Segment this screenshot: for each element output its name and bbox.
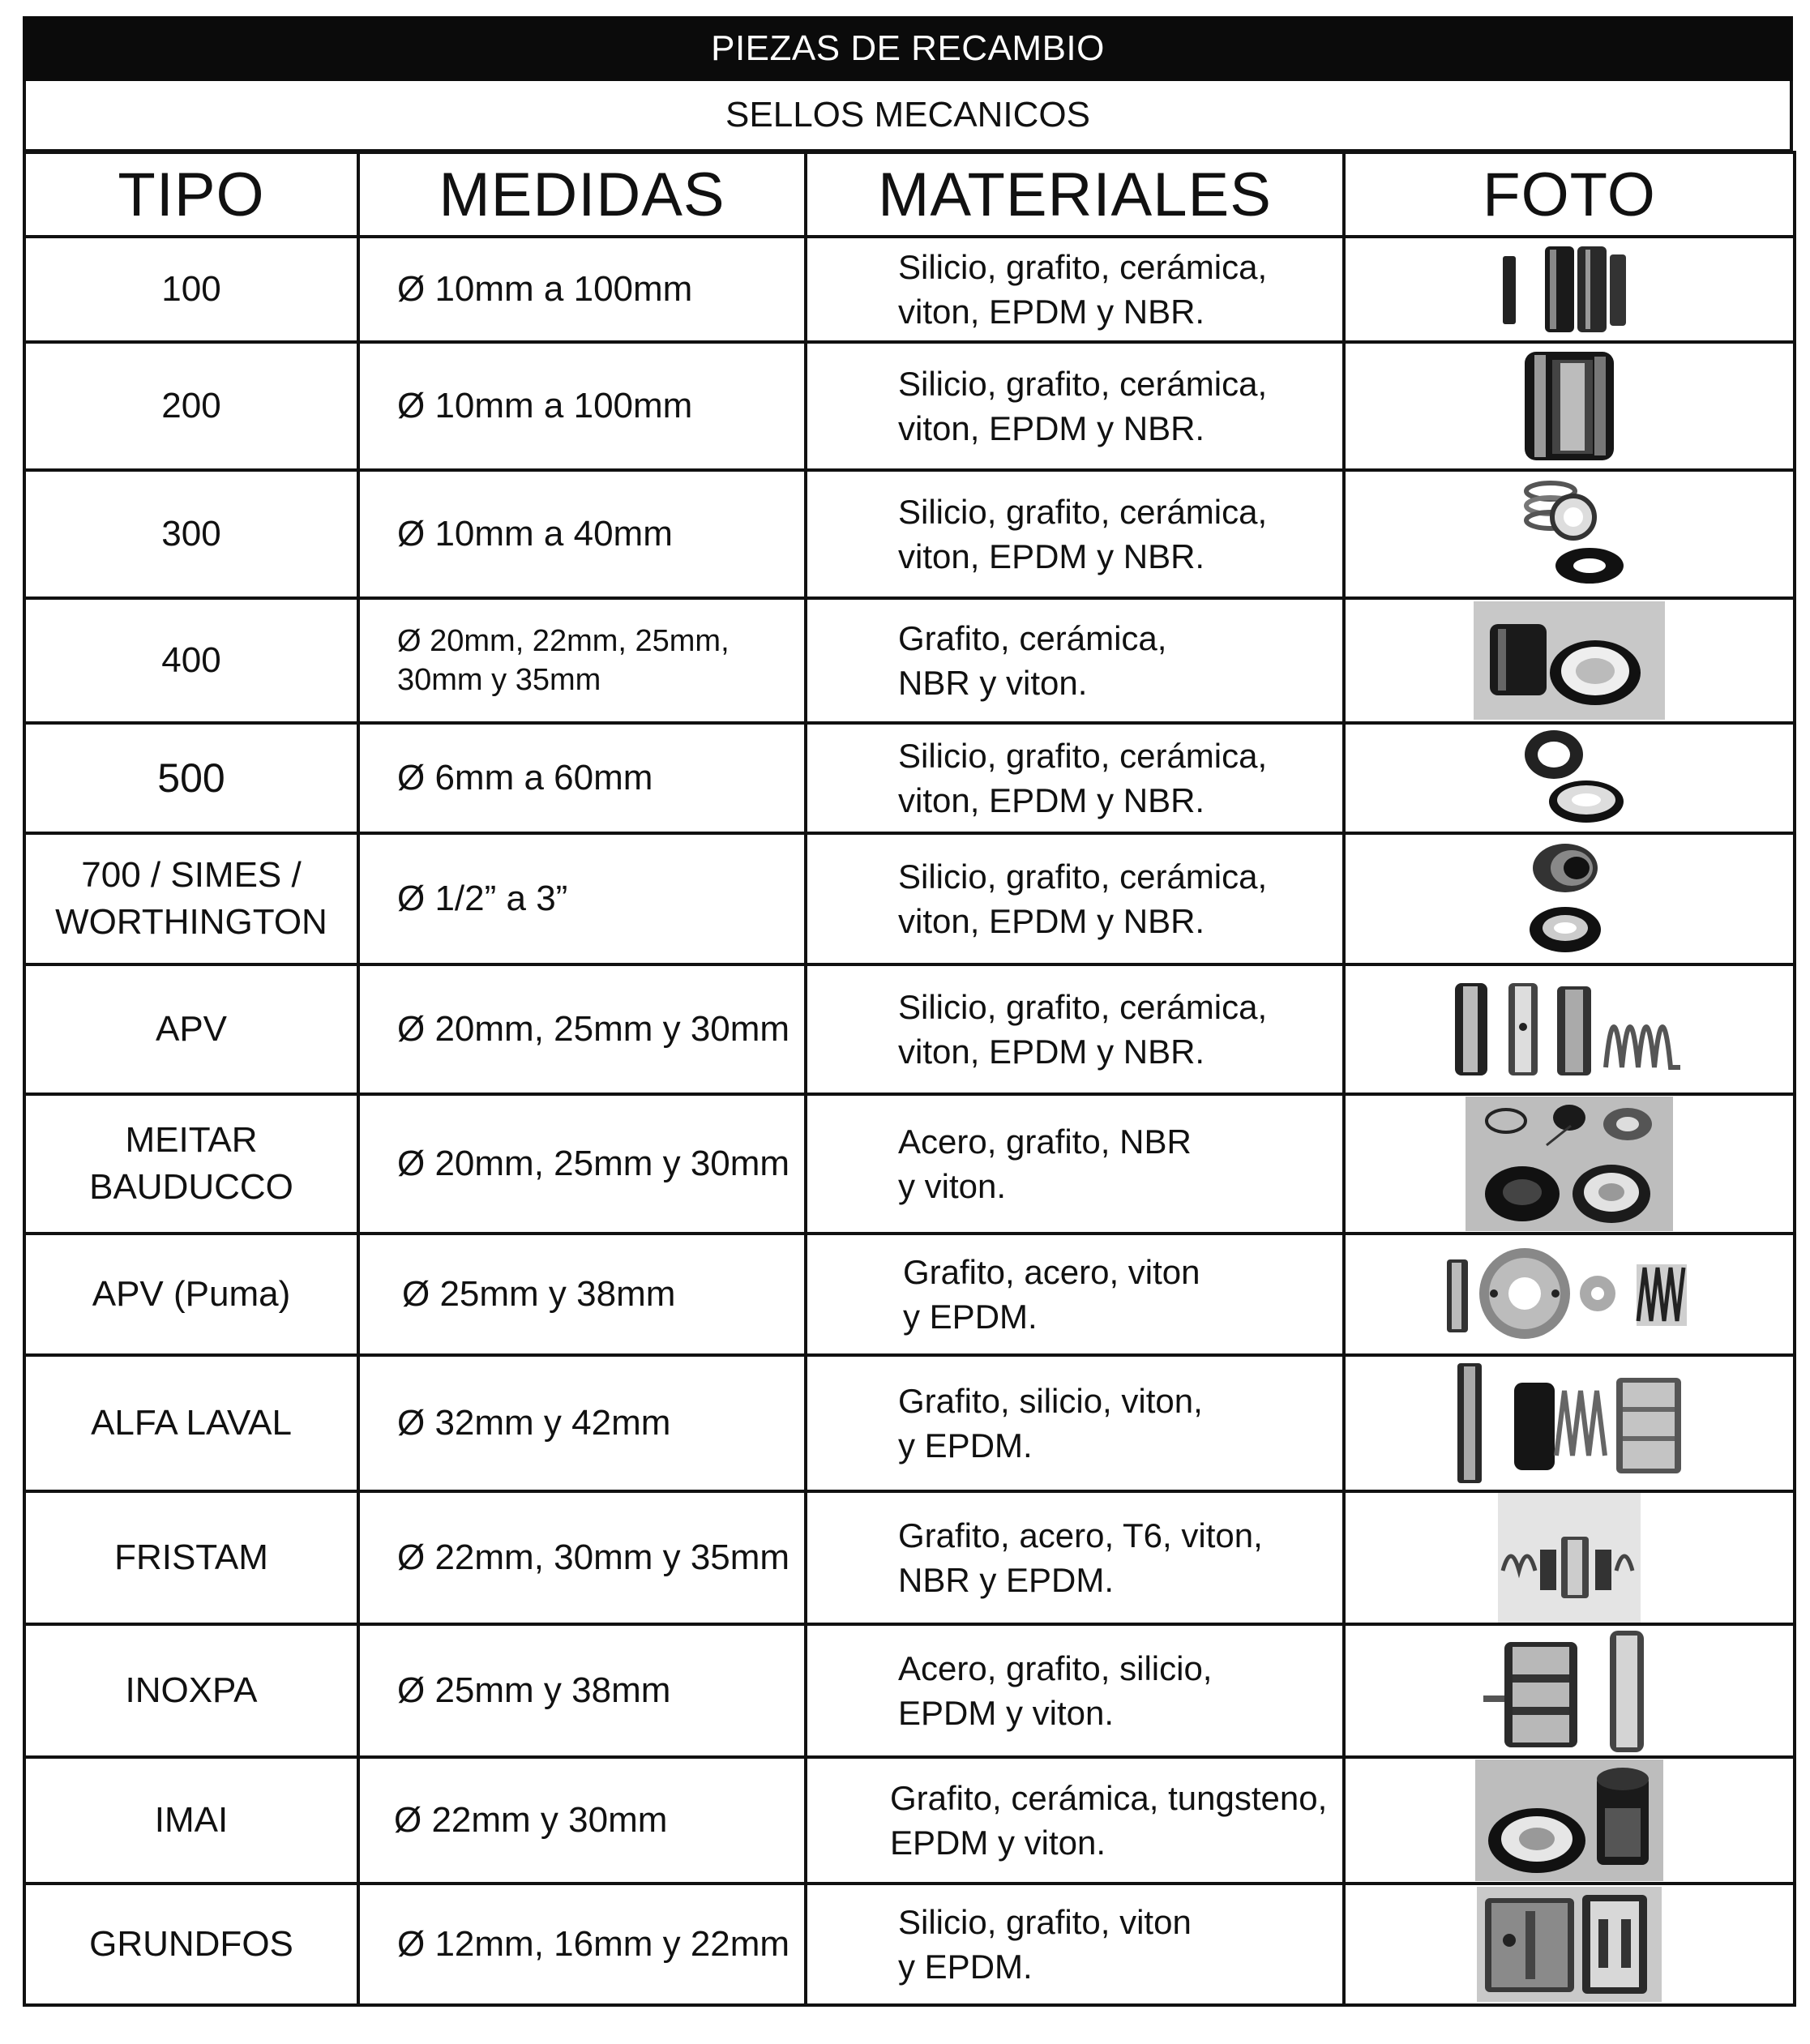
mechanical-seal-500-photo	[1508, 727, 1630, 829]
tipo-label: 400	[161, 640, 221, 680]
cell-foto	[1344, 833, 1795, 964]
table-row	[24, 1234, 1795, 1355]
table-row	[24, 342, 1795, 470]
materiales-line: Silicio, grafito, cerámica,	[898, 857, 1268, 896]
cell-materiales	[806, 470, 1344, 598]
materiales-line: Grafito, silicio, viton,	[898, 1382, 1203, 1420]
column-header-foto: FOTO	[1344, 152, 1795, 237]
materiales-line: y EPDM.	[898, 1426, 1033, 1465]
tipo-label: 300	[161, 514, 221, 554]
table-row	[24, 1757, 1795, 1884]
table-row	[24, 833, 1795, 964]
medidas-value: Ø 12mm, 16mm y 22mm	[397, 1924, 790, 1964]
table-row	[24, 237, 1795, 342]
medidas-value: Ø 25mm y 38mm	[397, 1670, 671, 1710]
tipo-label: ALFA LAVAL	[91, 1403, 292, 1443]
materiales-line: Grafito, acero, viton	[903, 1253, 1200, 1291]
cell-medidas	[358, 723, 806, 833]
section-subtitle: SELLOS MECANICOS	[23, 81, 1793, 152]
cell-materiales	[806, 723, 1344, 833]
medidas-value: Ø 10mm a 100mm	[397, 386, 693, 425]
materiales-line: y EPDM.	[903, 1298, 1038, 1336]
cell-tipo	[24, 1234, 358, 1355]
table-row	[24, 1491, 1795, 1624]
cell-medidas	[358, 598, 806, 723]
cell-materiales	[806, 342, 1344, 470]
cell-medidas	[358, 470, 806, 598]
mechanical-seal-grundfos-photo	[1477, 1887, 1662, 2002]
cell-medidas	[358, 1757, 806, 1884]
cell-foto	[1344, 598, 1795, 723]
tipo-label: 200	[161, 386, 221, 425]
materiales-line: Acero, grafito, silicio,	[898, 1649, 1213, 1687]
table-row	[24, 1624, 1795, 1757]
materiales-line: y viton.	[898, 1167, 1007, 1205]
materiales-line: y EPDM.	[898, 1948, 1033, 1986]
cell-materiales	[806, 1355, 1344, 1491]
cell-foto	[1344, 1234, 1795, 1355]
cell-materiales	[806, 237, 1344, 342]
materiales-line: NBR y EPDM.	[898, 1561, 1115, 1599]
materiales-line: Acero, grafito, NBR	[898, 1122, 1192, 1161]
materiales-line: Grafito, acero, T6, viton,	[898, 1516, 1263, 1554]
mechanical-seal-meitar-photo	[1466, 1097, 1673, 1231]
materiales-line: NBR y viton.	[898, 664, 1088, 702]
tipo-line: WORTHINGTON	[55, 902, 327, 942]
cell-materiales	[806, 598, 1344, 723]
page-title: PIEZAS DE RECAMBIO	[23, 16, 1793, 81]
cell-foto	[1344, 237, 1795, 342]
cell-medidas	[358, 833, 806, 964]
mechanical-seal-400-photo	[1474, 601, 1665, 720]
cell-foto	[1344, 1624, 1795, 1757]
table-row	[24, 1355, 1795, 1491]
materiales-line: viton, EPDM y NBR.	[898, 409, 1205, 447]
cell-foto	[1344, 964, 1795, 1094]
cell-tipo	[24, 1884, 358, 2005]
tipo-label: APV	[155, 1009, 228, 1049]
tipo-line: MEITAR	[125, 1120, 258, 1160]
tipo-label: INOXPA	[125, 1670, 258, 1710]
mechanical-seal-700-photo	[1508, 839, 1630, 959]
cell-foto	[1344, 1355, 1795, 1491]
medidas-value: Ø 6mm a 60mm	[397, 758, 653, 798]
mechanical-seals-table	[23, 151, 1796, 2007]
table-row	[24, 598, 1795, 723]
cell-tipo	[24, 342, 358, 470]
medidas-line: 30mm y 35mm	[397, 663, 601, 697]
cell-foto	[1344, 1491, 1795, 1624]
cell-medidas	[358, 1355, 806, 1491]
medidas-value: Ø 32mm y 42mm	[397, 1403, 671, 1443]
cell-materiales	[806, 1624, 1344, 1757]
table-row	[24, 1094, 1795, 1234]
materiales-line: viton, EPDM y NBR.	[898, 293, 1205, 331]
cell-foto	[1344, 1884, 1795, 2005]
cell-tipo	[24, 1094, 358, 1234]
tipo-label: FRISTAM	[114, 1537, 268, 1577]
mechanical-seal-fristam-photo	[1498, 1493, 1641, 1623]
table-row	[24, 1884, 1795, 2005]
cell-medidas	[358, 237, 806, 342]
tipo-label: GRUNDFOS	[89, 1924, 293, 1964]
materiales-line: Grafito, cerámica,	[898, 619, 1167, 657]
mechanical-seal-apv-puma-photo	[1444, 1240, 1695, 1349]
table-row	[24, 470, 1795, 598]
medidas-value: Ø 25mm y 38mm	[402, 1274, 676, 1314]
medidas-value: Ø 1/2” a 3”	[397, 879, 568, 918]
cell-materiales	[806, 833, 1344, 964]
mechanical-seal-100-photo	[1496, 242, 1642, 337]
cell-foto	[1344, 1094, 1795, 1234]
column-header-materiales: MATERIALES	[806, 152, 1344, 237]
mechanical-seal-inoxpa-photo	[1480, 1626, 1658, 1755]
materiales-line: Silicio, grafito, cerámica,	[898, 988, 1268, 1026]
medidas-value: Ø 10mm a 100mm	[397, 269, 693, 309]
materiales-line: EPDM y viton.	[898, 1694, 1115, 1732]
cell-foto	[1344, 1757, 1795, 1884]
materiales-line: Silicio, grafito, cerámica,	[898, 248, 1268, 286]
cell-medidas	[358, 1234, 806, 1355]
cell-foto	[1344, 342, 1795, 470]
table-header-row	[24, 152, 1795, 237]
spare-parts-sheet	[23, 16, 1793, 2007]
cell-foto	[1344, 723, 1795, 833]
medidas-line: Ø 20mm, 22mm, 25mm,	[397, 624, 730, 658]
table-row	[24, 723, 1795, 833]
medidas-value: Ø 22mm y 30mm	[394, 1800, 668, 1840]
cell-materiales	[806, 1884, 1344, 2005]
tipo-label: IMAI	[154, 1800, 229, 1840]
cell-tipo	[24, 470, 358, 598]
mechanical-seal-imai-photo	[1475, 1760, 1663, 1881]
column-header-medidas: MEDIDAS	[358, 152, 806, 237]
materiales-line: viton, EPDM y NBR.	[898, 781, 1205, 819]
medidas-value: Ø 20mm, 25mm y 30mm	[397, 1144, 790, 1183]
cell-materiales	[806, 1094, 1344, 1234]
materiales-line: Silicio, grafito, cerámica,	[898, 365, 1268, 403]
cell-tipo	[24, 1491, 358, 1624]
mechanical-seal-200-photo	[1517, 347, 1622, 465]
cell-medidas	[358, 964, 806, 1094]
materiales-line: EPDM y viton.	[890, 1824, 1106, 1862]
cell-tipo	[24, 1624, 358, 1757]
cell-tipo	[24, 723, 358, 833]
cell-tipo	[24, 833, 358, 964]
cell-tipo	[24, 1355, 358, 1491]
tipo-line: BAUDUCCO	[89, 1167, 293, 1207]
cell-medidas	[358, 1884, 806, 2005]
cell-tipo	[24, 598, 358, 723]
cell-materiales	[806, 1491, 1344, 1624]
medidas-value: Ø 10mm a 40mm	[397, 514, 673, 554]
cell-medidas	[358, 342, 806, 470]
mechanical-seal-alfa-laval-photo	[1449, 1358, 1689, 1488]
materiales-line: Silicio, grafito, viton	[898, 1903, 1192, 1941]
tipo-label: APV (Puma)	[92, 1274, 291, 1314]
cell-medidas	[358, 1624, 806, 1757]
cell-medidas	[358, 1491, 806, 1624]
cell-materiales	[806, 1234, 1344, 1355]
cell-tipo	[24, 1757, 358, 1884]
cell-tipo	[24, 237, 358, 342]
medidas-value: Ø 20mm, 25mm y 30mm	[397, 1009, 790, 1049]
materiales-line: viton, EPDM y NBR.	[898, 902, 1205, 940]
materiales-line: Silicio, grafito, cerámica,	[898, 493, 1268, 531]
tipo-line: 700 / SIMES /	[81, 855, 302, 895]
cell-medidas	[358, 1094, 806, 1234]
mechanical-seal-300-photo	[1508, 475, 1630, 593]
table-row	[24, 964, 1795, 1094]
cell-foto	[1344, 470, 1795, 598]
cell-materiales	[806, 1757, 1344, 1884]
materiales-line: viton, EPDM y NBR.	[898, 537, 1205, 575]
cell-tipo	[24, 964, 358, 1094]
medidas-value: Ø 22mm, 30mm y 35mm	[397, 1537, 790, 1577]
column-header-tipo: TIPO	[24, 152, 358, 237]
tipo-label: 500	[157, 755, 225, 801]
tipo-label: 100	[161, 269, 221, 309]
mechanical-seal-apv-photo	[1452, 978, 1687, 1080]
cell-materiales	[806, 964, 1344, 1094]
materiales-line: Silicio, grafito, cerámica,	[898, 737, 1268, 775]
materiales-line: viton, EPDM y NBR.	[898, 1033, 1205, 1071]
materiales-line: Grafito, cerámica, tungsteno,	[890, 1779, 1328, 1817]
